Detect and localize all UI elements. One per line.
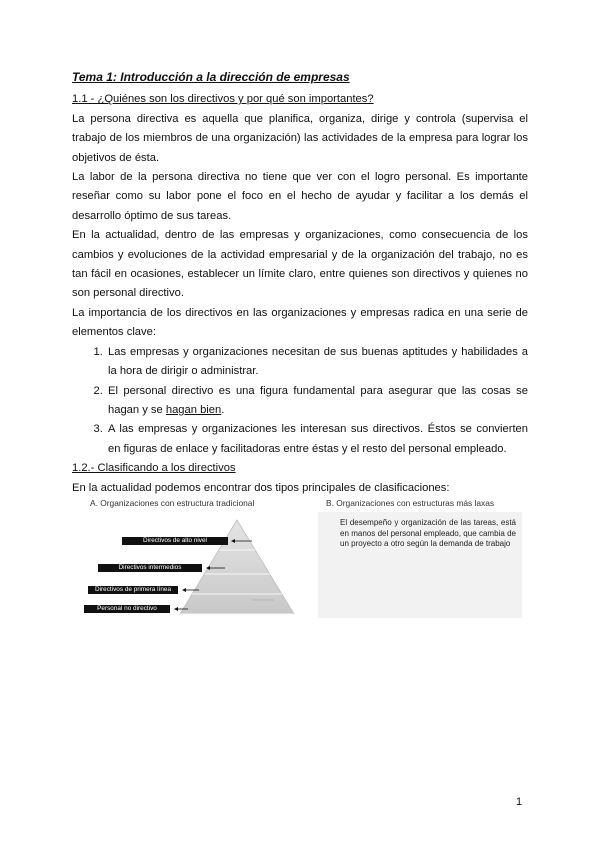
- page-number: 1: [516, 796, 523, 808]
- underlined-phrase: hagan bien: [165, 403, 222, 416]
- paragraph-3: En la actualidad, dentro de las empresas y organizaciones, como consecuencia de los cambios y evoluciones de la actividad empresarial y de la organización del trabajo, no es tan fácil en ocasiones, establecer un límite claro, entre quienes son directivos y quienes no son personal directivo.: [72, 229, 528, 300]
- arrow-head: [174, 607, 178, 611]
- paragraph-5: En la actualidad podemos encontrar dos tipos principales de clasificaciones:: [72, 481, 450, 494]
- level-label-first-line: Directivos de primera línea: [88, 586, 178, 594]
- paragraph-4: La importancia de los directivos en las organizaciones y empresas radica en una serie de elementos clave:: [72, 306, 528, 339]
- paragraph-2: La labor de la persona directiva no tiene que ver con el logro personal. Es importante reseñar como su labor pone el foco en el hecho de ayudar y facilitar a los demás el desarrollo óptimo de sus tareas.: [72, 171, 528, 222]
- list-item-end: .: [221, 403, 225, 416]
- figure-a-title: A. Organizaciones con estructura tradicional: [90, 498, 255, 508]
- pyramid-diagram: [82, 498, 318, 622]
- document-body: [72, 68, 528, 498]
- figure-b-text: El desempeño y organización de las tareas, está en manos del personal empleado, que cambia de un proyecto a otro según la demanda de trabajo: [340, 518, 516, 548]
- list-item-text: El personal directivo es una figura fundamental para asegurar que las cosas se hagan y se: [108, 384, 528, 416]
- paragraph-1: La persona directiva es aquella que planifica, organiza, dirige y controla (supervisa el trabajo de los miembros de una organización) las actividades de la empresa para lograr los objetivos de ésta.: [72, 112, 528, 164]
- level-label-top: Directivos de alto nivel: [122, 537, 228, 545]
- arrow-head: [182, 588, 186, 592]
- level-label-non-managerial: Personal no directivo: [84, 605, 170, 613]
- level-label-middle: Directivos intermedios: [98, 564, 202, 572]
- classification-figure: [82, 498, 522, 622]
- section-heading-1-2: 1.2.- Clasificando a los directivos: [72, 462, 236, 475]
- key-elements-list: [72, 343, 528, 459]
- figure-b-title: B. Organizaciones con estructuras más laxas: [326, 498, 495, 508]
- list-item: 3. A las empresas y organizaciones les interesan sus directivos. Éstos se convierten en figuras de enlace y facilitadoras entre éstas y el resto del personal empleado.: [106, 420, 528, 459]
- list-item: 1. Las empresas y organizaciones necesitan de sus buenas aptitudes y habilidades a la hora de dirigir o administrar.: [106, 343, 528, 382]
- section-heading-1-1: 1.1 - ¿Quiénes son los directivos y por qué son importantes?: [72, 93, 374, 106]
- list-item: [106, 382, 528, 421]
- document-title: Tema 1: Introducción a la dirección de empresas: [72, 70, 350, 84]
